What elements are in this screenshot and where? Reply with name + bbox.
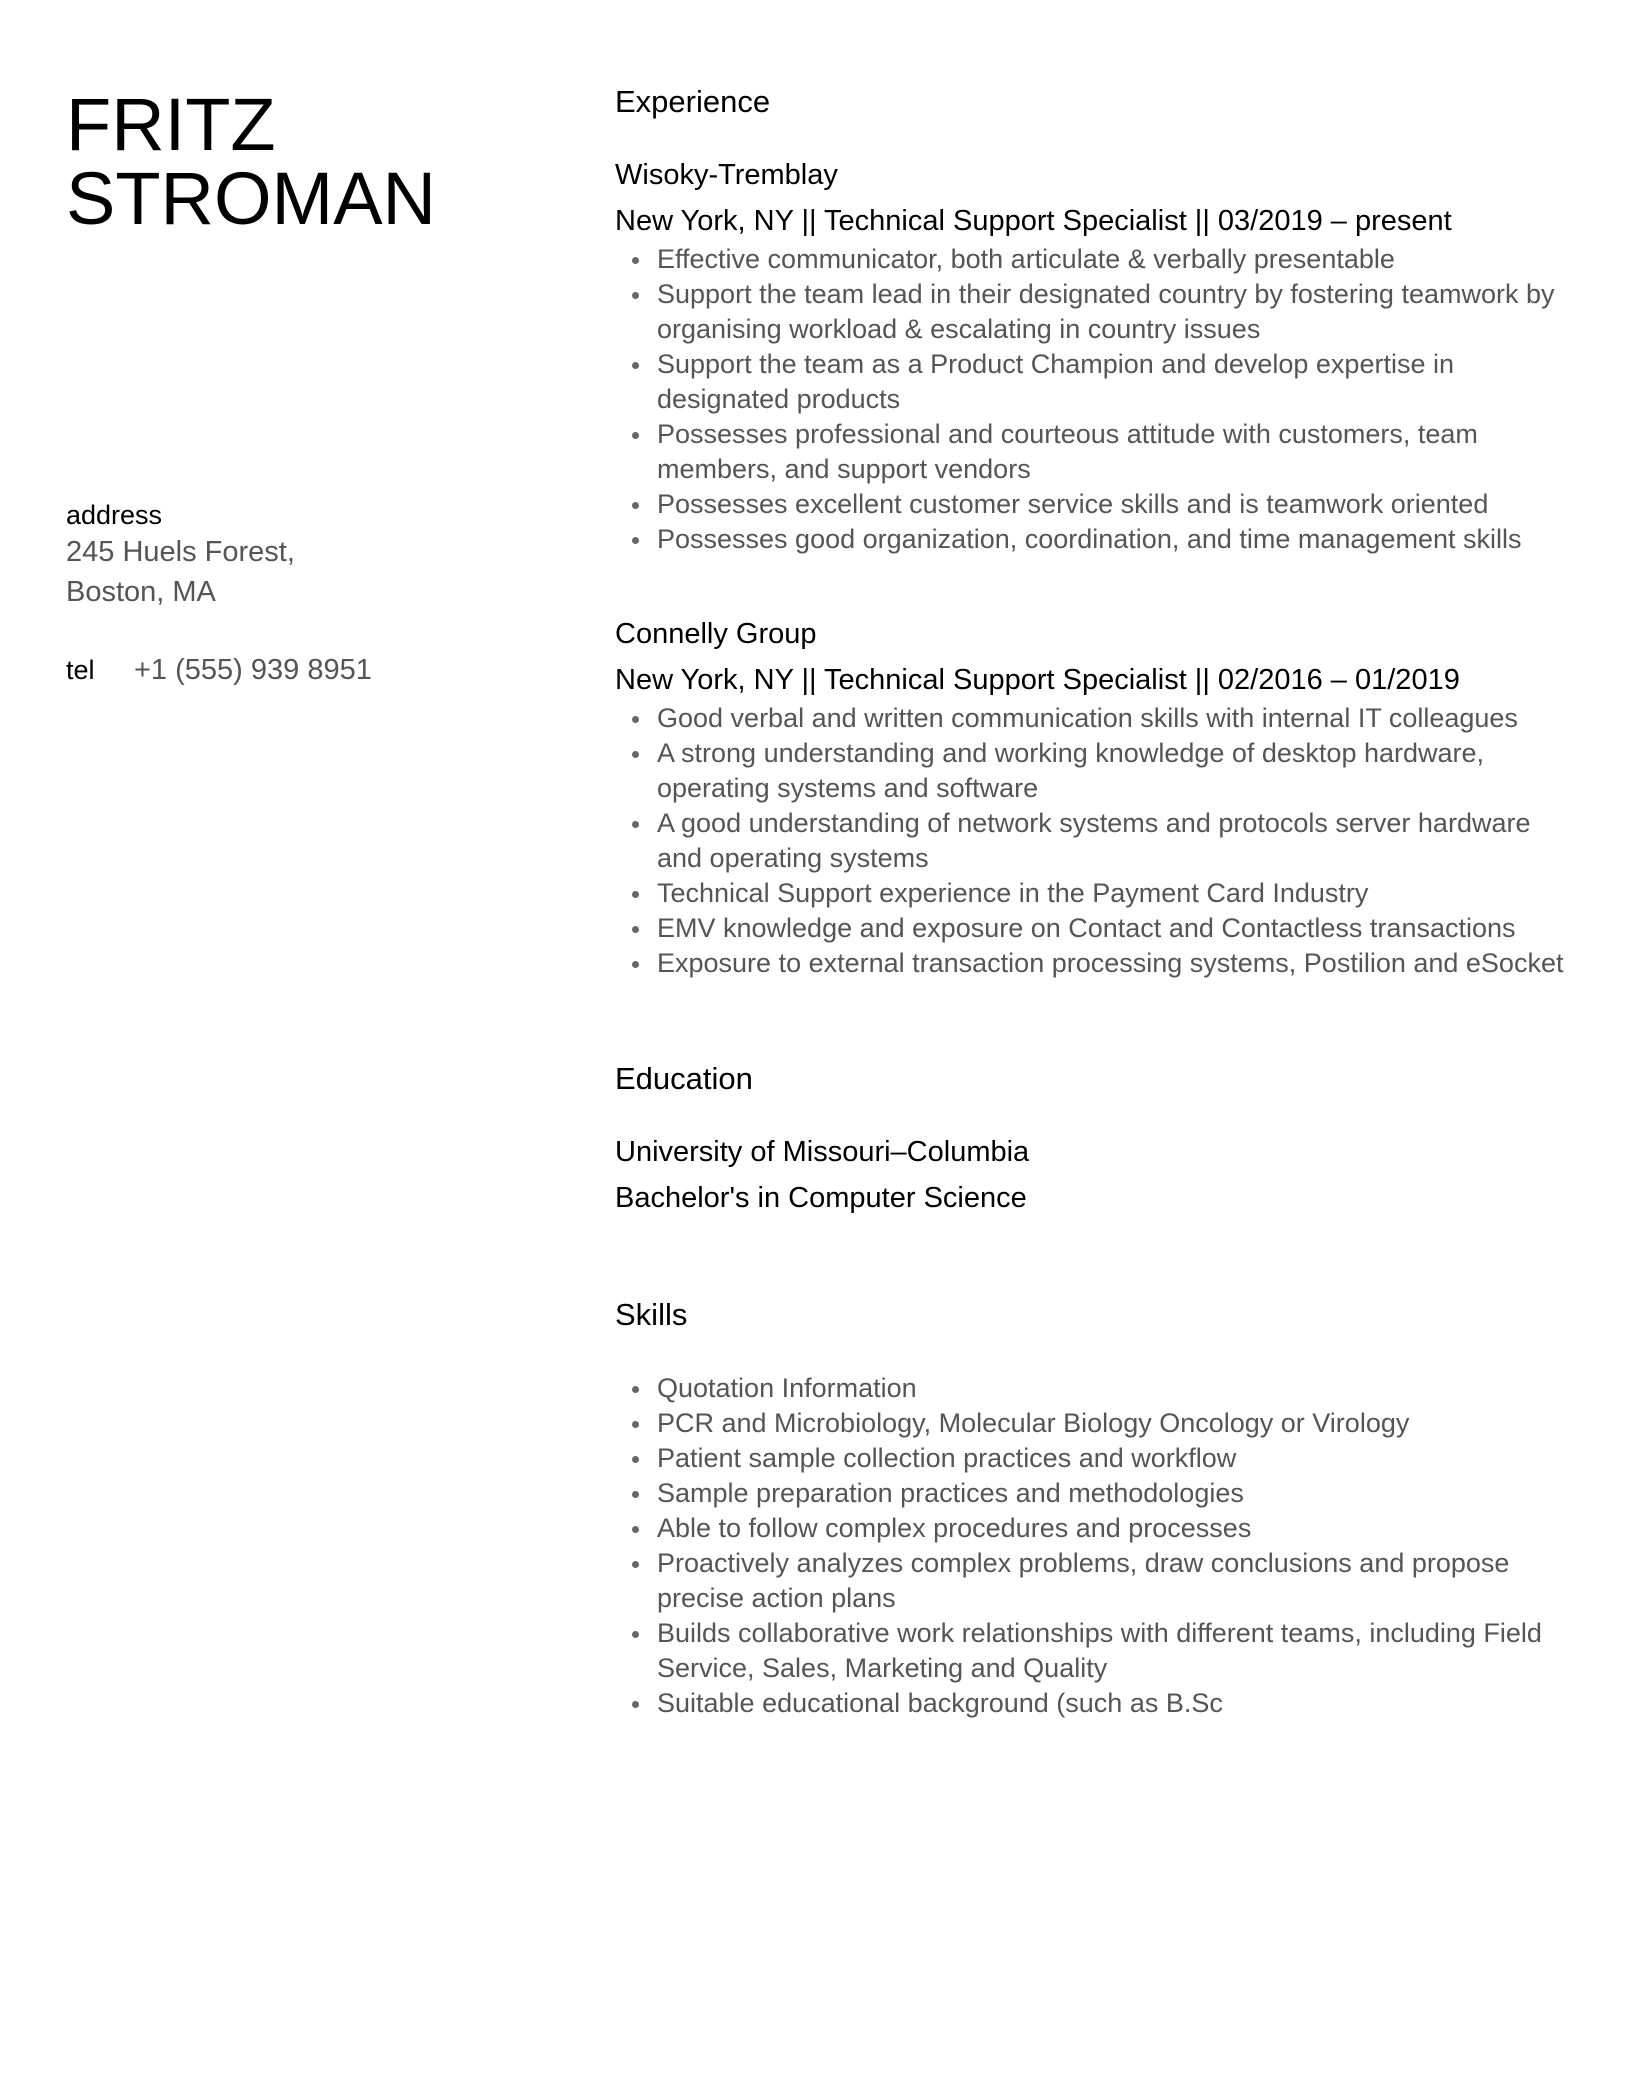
job-bullets [615, 701, 1575, 981]
school-name: University of Missouri–Columbia [615, 1136, 1030, 1168]
job-entry [615, 615, 1575, 981]
address-value [66, 532, 536, 612]
job-meta: New York, NY || Technical Support Specialist || 02/2016 – 01/2019 [615, 664, 1460, 696]
list-item: Able to follow complex procedures and processes [615, 1511, 1575, 1546]
job-entry [615, 156, 1575, 557]
candidate-name [66, 83, 536, 240]
list-item: Good verbal and written communication skills with internal IT colleagues [615, 701, 1575, 736]
list-item: Support the team as a Product Champion and develop expertise in designated products [615, 347, 1575, 417]
education-title: Education [615, 1061, 753, 1096]
list-item: Effective communicator, both articulate & verbally presentable [615, 242, 1575, 277]
skills-list [615, 1371, 1575, 1721]
list-item: A strong understanding and working knowledge of desktop hardware, operating systems and software [615, 736, 1575, 806]
list-item: Suitable educational background (such as B.Sc [615, 1686, 1575, 1721]
address-line-1: 245 Huels Forest, [66, 536, 295, 568]
name-block [66, 83, 536, 240]
degree: Bachelor's in Computer Science [615, 1182, 1027, 1214]
list-item: PCR and Microbiology, Molecular Biology Oncology or Virology [615, 1406, 1575, 1441]
list-item: Possesses good organization, coordination, and time management skills [615, 522, 1575, 557]
tel-value: +1 (555) 939 8951 [134, 654, 372, 686]
list-item: EMV knowledge and exposure on Contact and Contactless transactions [615, 911, 1575, 946]
list-item: Patient sample collection practices and workflow [615, 1441, 1575, 1476]
address-line-2: Boston, MA [66, 576, 216, 608]
list-item: A good understanding of network systems and protocols server hardware and operating systems [615, 806, 1575, 876]
list-item: Support the team lead in their designated country by fostering teamwork by organising workload & escalating in country issues [615, 277, 1575, 347]
list-item: Sample preparation practices and methodologies [615, 1476, 1575, 1511]
list-item: Possesses professional and courteous attitude with customers, team members, and support vendors [615, 417, 1575, 487]
job-company: Wisoky-Tremblay [615, 159, 838, 191]
tel-row [66, 650, 536, 690]
list-item: Possesses excellent customer service skills and is teamwork oriented [615, 487, 1575, 522]
list-item: Builds collaborative work relationships with different teams, including Field Service, Sales, Marketing and Quality [615, 1616, 1575, 1686]
list-item: Quotation Information [615, 1371, 1575, 1406]
experience-section [615, 82, 1575, 981]
contact-block [66, 498, 536, 690]
list-item: Technical Support experience in the Payment Card Industry [615, 876, 1575, 911]
list-item: Proactively analyzes complex problems, draw conclusions and propose precise action plans [615, 1546, 1575, 1616]
experience-title: Experience [615, 84, 771, 119]
job-company: Connelly Group [615, 618, 817, 650]
last-name: STROMAN [66, 157, 436, 240]
first-name: FRITZ [66, 83, 276, 166]
skills-title: Skills [615, 1297, 688, 1332]
education-section [615, 1059, 1575, 1217]
job-bullets [615, 242, 1575, 557]
job-meta: New York, NY || Technical Support Specialist || 03/2019 – present [615, 205, 1452, 237]
list-item: Exposure to external transaction processing systems, Postilion and eSocket [615, 946, 1575, 981]
tel-label: tel [66, 655, 95, 685]
address-label: address [66, 500, 163, 530]
skills-section [615, 1295, 1575, 1721]
main-column [615, 82, 1575, 1721]
